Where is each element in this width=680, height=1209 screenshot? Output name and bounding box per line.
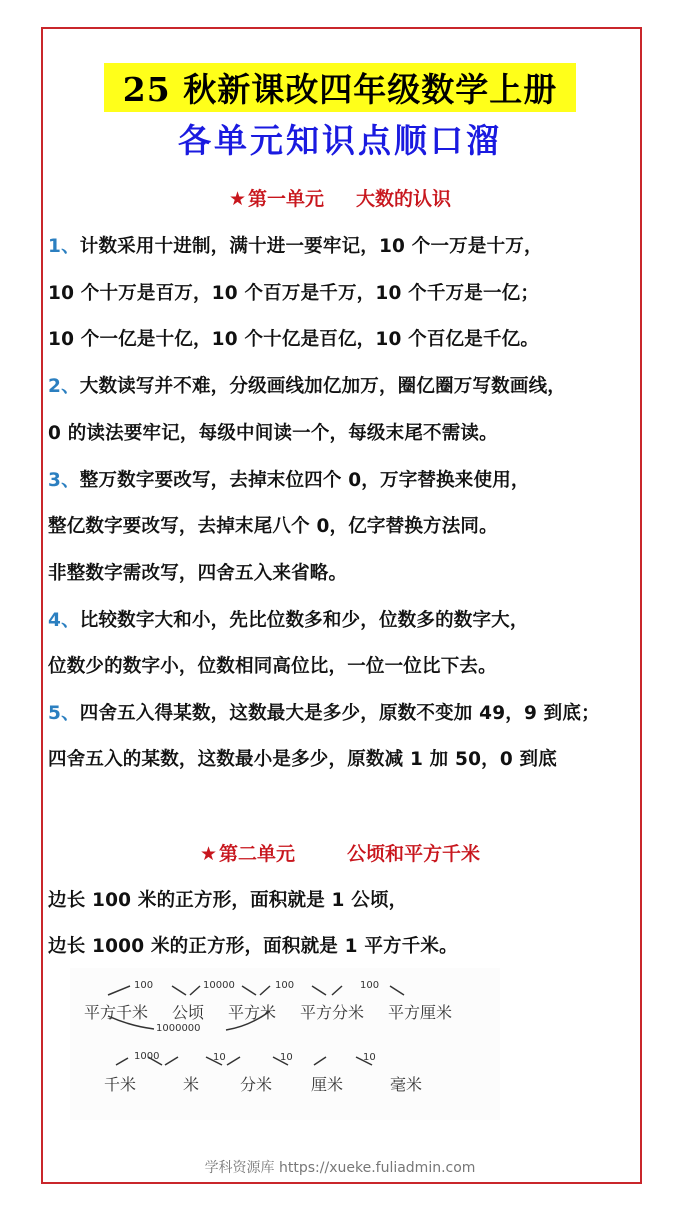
unit1-item4-line2: 位数少的数字小，位数相同高位比，一位一位比下去。 [48,656,497,677]
item-text: 比较数字大和小，先比位数多和少，位数多的数字大， [79,610,529,631]
page-subtitle: 各单元知识点顺口溜 [178,121,502,160]
star-icon: ★ [199,843,217,865]
unit1-topic: 大数的认识 [356,188,452,210]
rate-label: 100 [275,980,295,991]
unit1-item1-line1 [48,232,543,258]
rate-label: 100 [134,980,154,991]
unit1-item1-line3: 10 个一亿是十亿，10 个十亿是百亿，10 个百亿是千亿。 [48,329,540,350]
unit2-line1: 边长 100 米的正方形，面积就是 1 公顷， [48,890,408,911]
unit-meter: 米 [183,1075,200,1094]
unit2-topic: 公顷和平方千米 [347,843,481,865]
rate-label-big: 1000000 [156,1023,201,1034]
item-number: 2、 [48,376,80,397]
item-text: 四舍五入得某数，这数最大是多少，原数不变加 49，9 到底； [79,703,600,724]
unit2-label: 第二单元 [219,843,296,865]
unit-square-centimeter: 平方厘米 [388,1003,453,1022]
unit1-heading [0,184,680,211]
unit1-item3-line3: 非整数字需改写，四舍五入来省略。 [48,563,348,584]
unit1-item2-line1 [48,372,566,398]
unit-conversion-diagram [70,968,500,1120]
item-number: 4、 [48,610,80,631]
unit1-item1-line2: 10 个十万是百万，10 个百万是千万，10 个千万是一亿； [48,283,540,304]
page-title: 25 秋新课改四年级数学上册 [122,70,558,109]
item-number: 3、 [48,470,80,491]
unit1-item4-line1 [48,606,529,632]
unit1-item5-line2: 四舍五入的某数，这数最小是多少，原数减 1 加 50，0 到底 [48,749,557,770]
rate-label: 10 [213,1052,226,1063]
rate-label: 10000 [203,980,235,991]
item-text: 整万数字要改写，去掉末位四个 0，万字替换来使用， [79,470,530,491]
unit-square-decimeter: 平方分米 [300,1003,365,1022]
unit1-item3-line2: 整亿数字要改写，去掉末尾八个 0，亿字替换方法同。 [48,516,498,537]
unit1-label: 第一单元 [248,188,325,210]
unit2-line2: 边长 1000 米的正方形，面积就是 1 平方千米。 [48,936,458,957]
rate-label: 10 [280,1052,293,1063]
footer-watermark: 学科资源库 https://xueke.fuliadmin.com [204,1160,476,1176]
unit-square-meter: 平方米 [228,1003,277,1022]
item-text: 大数读写并不难，分级画线加亿加万，圈亿圈万写数画线， [79,376,566,397]
unit-kilometer: 千米 [104,1075,137,1094]
rate-label: 100 [360,980,380,991]
unit2-heading [0,839,680,866]
star-icon: ★ [228,188,246,210]
item-text: 计数采用十进制，满十进一要牢记，10 个一万是十万， [79,236,543,257]
item-number: 1、 [48,236,80,257]
unit-hectare: 公顷 [172,1003,205,1022]
unit1-item3-line1 [48,466,530,492]
item-number: 5、 [48,703,80,724]
unit1-item2-line2: 0 的读法要牢记，每级中间读一个，每级末尾不需读。 [48,423,498,444]
unit-decimeter: 分米 [240,1075,273,1094]
unit-square-kilometer: 平方千米 [84,1003,149,1022]
unit-millimeter: 毫米 [390,1075,423,1094]
unit1-item5-line1 [48,699,600,725]
rate-label: 1000 [134,1051,160,1062]
rate-label: 10 [363,1052,376,1063]
title-highlight [104,63,576,112]
unit-centimeter: 厘米 [311,1075,344,1094]
